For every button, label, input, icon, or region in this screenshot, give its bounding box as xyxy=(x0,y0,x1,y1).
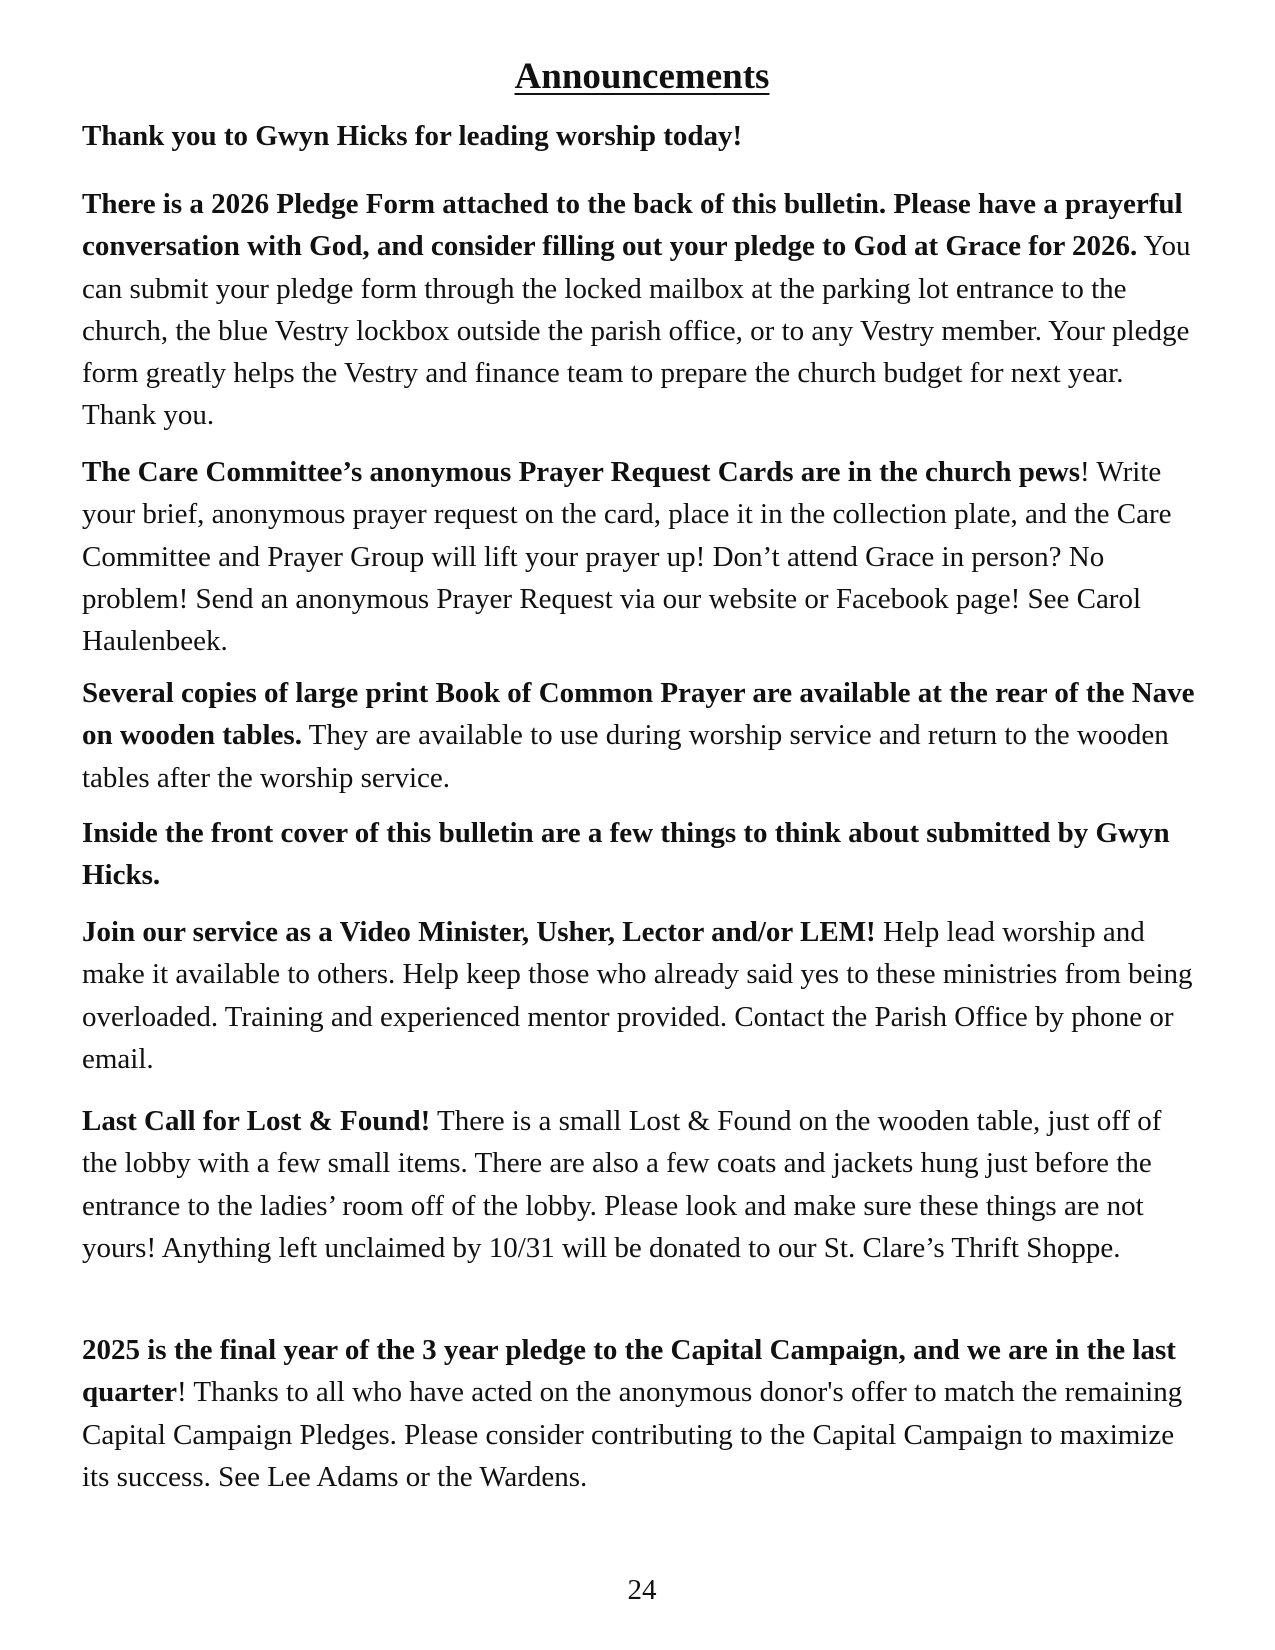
announcement-prayer-cards xyxy=(82,451,1202,662)
announcement-bold-text: There is a 2026 Pledge Form attached to the back of this bulletin. Please have a prayerful conversation with God, and consider filling out your pledge to God at Grace for 2026. xyxy=(82,188,1183,263)
announcement-body-text: There is a small Lost & Found on the wooden table, just off of the lobby with a few small items. There are also a few coats and jackets hung just before the entrance to the ladies’ room off of the lobby. Please look and make sure these things are not yours! Anything left unclaimed by 10/31 will be donated to our St. Clare’s Thrift Shoppe. xyxy=(82,1105,1162,1264)
announcement-bold-text: Thank you to Gwyn Hicks for leading worship today! xyxy=(82,120,743,152)
announcement-bold-text: The Care Committee’s anonymous Prayer Request Cards are in the church pews xyxy=(82,456,1081,488)
announcement-bold-text: Several copies of large print Book of Common Prayer are available at the rear of the Nave on wooden tables. xyxy=(82,677,1195,752)
page-title xyxy=(82,52,1202,102)
announcement-lost-and-found xyxy=(82,1100,1202,1269)
announcement-bold-text: Join our service as a Video Minister, Usher, Lector and/or LEM! xyxy=(82,916,876,948)
announcement-body-text: You can submit your pledge form through the locked mailbox at the parking lot entrance to the church, the blue Vestry lockbox outside the parish office, or to any Vestry member. Your pledge form greatly helps the Vestry and finance team to prepare the church budget for next year. Thank you. xyxy=(82,230,1191,432)
announcement-body-text: Help lead worship and make it available to others. Help keep those who already said yes to these ministries from being overloaded. Training and experienced mentor provided. Contact the Parish Office by phone or email. xyxy=(82,916,1193,1075)
page-title-text: Announcements xyxy=(514,56,770,97)
announcement-pledge-form xyxy=(82,183,1202,437)
announcement-bold-text: Inside the front cover of this bulletin are a few things to think about submitted by Gwyn Hicks. xyxy=(82,817,1170,892)
announcement-bold-text: Last Call for Lost & Found! xyxy=(82,1105,431,1137)
bulletin-page xyxy=(82,0,1202,1650)
page-number: 24 xyxy=(627,1574,657,1606)
announcement-body-text: They are available to use during worship service and return to the wooden tables after the worship service. xyxy=(82,719,1169,794)
announcement-join-service xyxy=(82,911,1202,1080)
announcement-worship-leader xyxy=(82,115,1202,157)
announcement-front-cover xyxy=(82,812,1202,897)
announcement-body-text: ! Thanks to all who have acted on the anonymous donor's offer to match the remaining Capital Campaign Pledges. Please consider contributing to the Capital Campaign to maximize its success. See Lee Adams or the Wardens. xyxy=(82,1376,1183,1493)
announcement-body-text: ! Write your brief, anonymous prayer request on the card, place it in the collection plate, and the Care Committee and Prayer Group will lift your prayer up! Don’t attend Grace in person? No problem! Send an anonymous Prayer Request via our website or Facebook page! See Carol Haulenbeek. xyxy=(82,456,1172,658)
announcement-large-print-prayer-book xyxy=(82,672,1202,799)
announcement-capital-campaign xyxy=(82,1329,1202,1498)
announcement-bold-text: 2025 is the final year of the 3 year pledge to the Capital Campaign, and we are in the last quarter xyxy=(82,1334,1176,1409)
